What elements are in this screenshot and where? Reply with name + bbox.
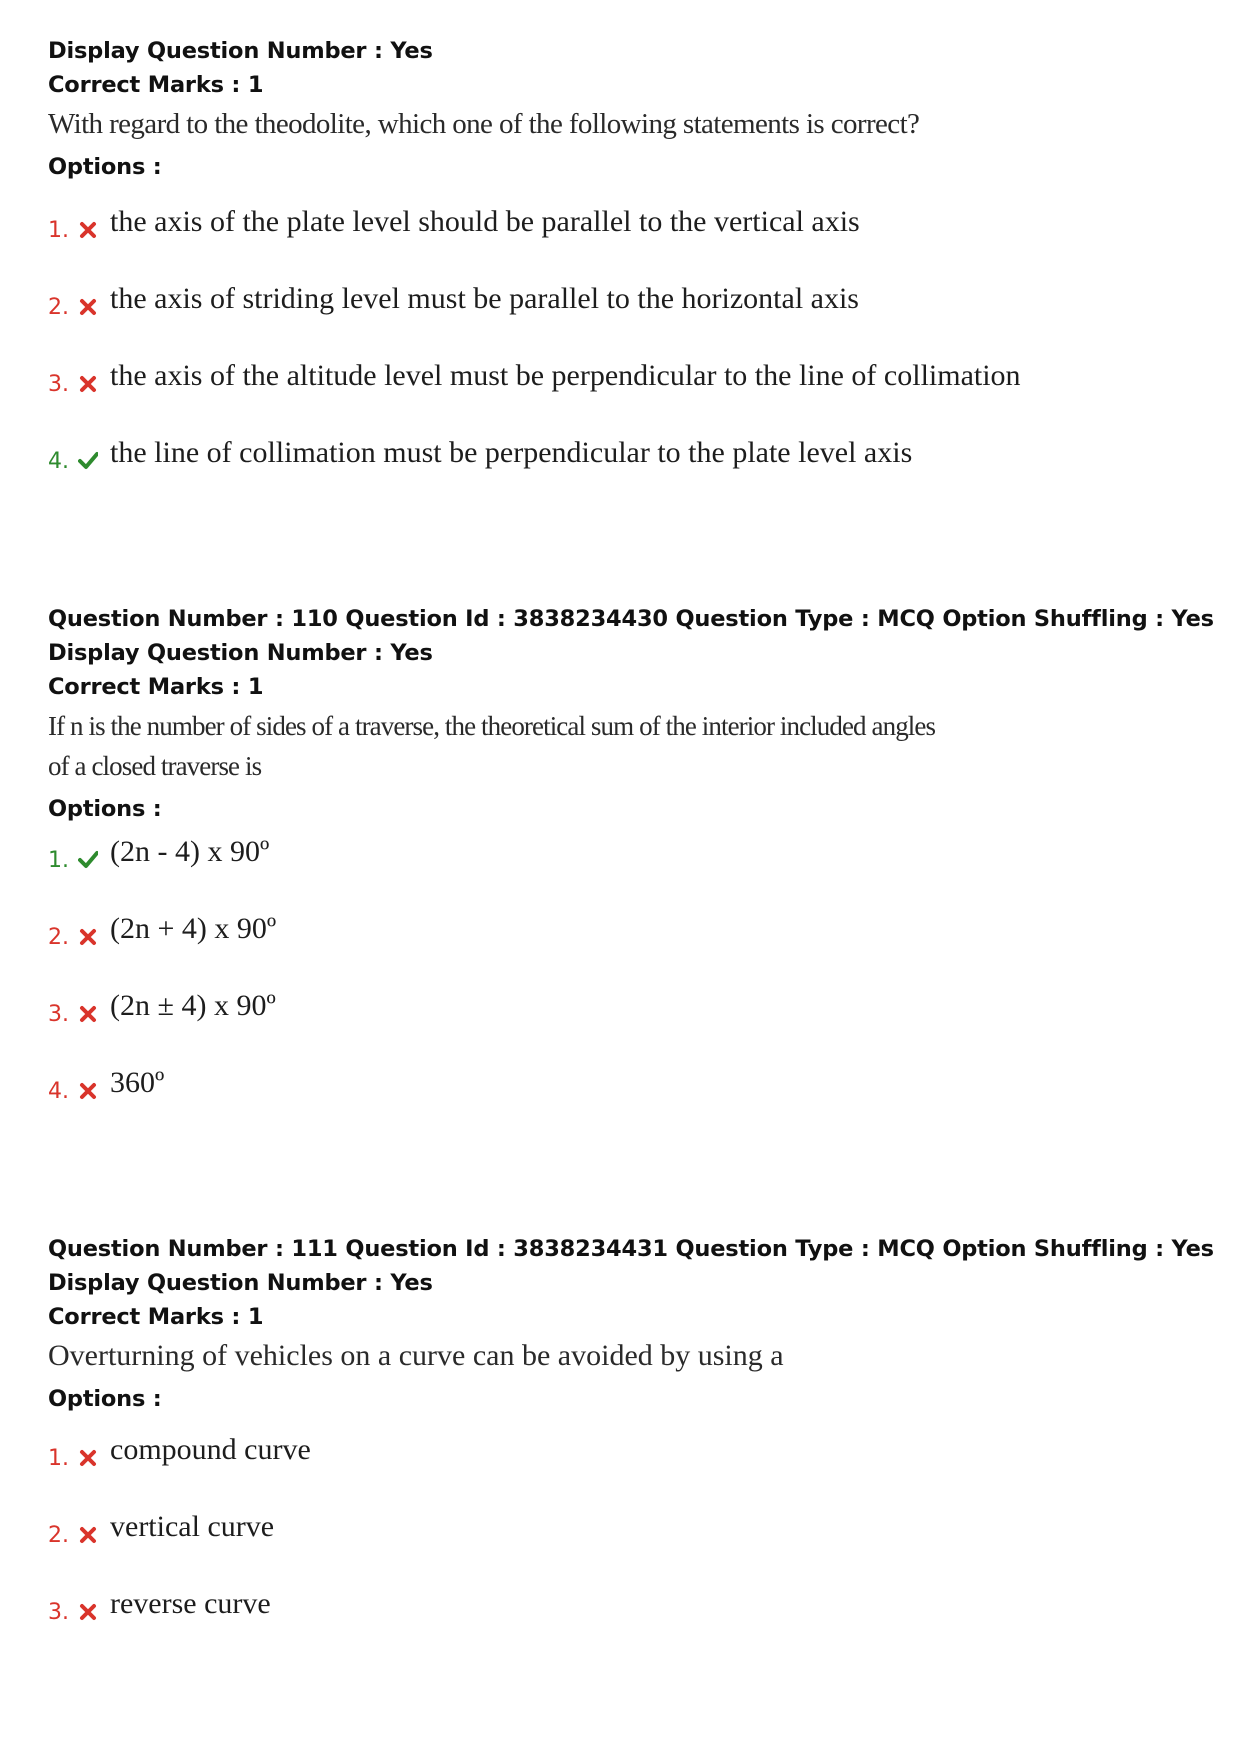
cross-icon [78, 372, 98, 394]
option-number: 1. [48, 218, 69, 243]
cross-icon [78, 1079, 98, 1101]
question-header: Question Number : 110 Question Id : 3838234430 Question Type : MCQ Option Shuffling : Yes [48, 606, 1214, 632]
option-number: 3. [48, 1002, 69, 1027]
check-icon [78, 848, 98, 870]
option-number: 2. [48, 925, 69, 950]
question-text-line: If n is the number of sides of a traverse, the theoretical sum of the interior included angles [48, 711, 936, 741]
option-text: compound curve [110, 1433, 311, 1466]
option-number: 1. [48, 1446, 69, 1471]
cross-icon [78, 925, 98, 947]
cross-icon [78, 218, 98, 240]
question-111 [48, 1232, 1214, 1416]
option-text: the axis of the altitude level must be perpendicular to the line of collimation [110, 359, 1021, 392]
cross-icon [78, 1002, 98, 1024]
option-number: 2. [48, 295, 69, 320]
question-110 [48, 602, 1214, 826]
option-number: 4. [48, 449, 69, 474]
options-list [48, 202, 1200, 522]
option-text: (2n + 4) x 90º [110, 912, 277, 945]
option-text: reverse curve [110, 1587, 271, 1620]
display-question-number: Display Question Number : Yes [48, 640, 433, 666]
question-109 [48, 34, 1200, 184]
cross-icon [78, 295, 98, 317]
correct-marks: Correct Marks : 1 [48, 72, 264, 98]
question-text: Overturning of vehicles on a curve can be avoided by using a [48, 1339, 784, 1372]
cross-icon [78, 1600, 98, 1622]
options-label: Options : [48, 796, 162, 822]
question-header: Question Number : 111 Question Id : 3838234431 Question Type : MCQ Option Shuffling : Yes [48, 1236, 1214, 1262]
cross-icon [78, 1523, 98, 1545]
option-text: the axis of striding level must be parallel to the horizontal axis [110, 282, 859, 315]
correct-marks: Correct Marks : 1 [48, 674, 264, 700]
question-text-line: of a closed traverse is [48, 751, 262, 781]
option-text: the line of collimation must be perpendicular to the plate level axis [110, 436, 913, 469]
question-text [48, 706, 1200, 786]
display-question-number: Display Question Number : Yes [48, 38, 433, 64]
option-number: 4. [48, 1079, 69, 1104]
option-number: 2. [48, 1523, 69, 1548]
option-number: 1. [48, 848, 69, 873]
option-text: vertical curve [110, 1510, 275, 1543]
option-text: 360º [110, 1066, 165, 1099]
option-text: the axis of the plate level should be parallel to the vertical axis [110, 205, 860, 238]
option-number: 3. [48, 1600, 69, 1625]
correct-marks: Correct Marks : 1 [48, 1304, 264, 1330]
check-icon [78, 449, 98, 471]
options-list [48, 1430, 1200, 1670]
option-text: (2n - 4) x 90º [110, 835, 270, 868]
option-number: 3. [48, 372, 69, 397]
cross-icon [78, 1446, 98, 1468]
options-list [48, 832, 1200, 1152]
options-label: Options : [48, 1386, 162, 1412]
question-text: With regard to the theodolite, which one of the following statements is correct? [48, 108, 920, 140]
display-question-number: Display Question Number : Yes [48, 1270, 433, 1296]
option-text: (2n ± 4) x 90º [110, 989, 276, 1022]
options-label: Options : [48, 154, 162, 180]
